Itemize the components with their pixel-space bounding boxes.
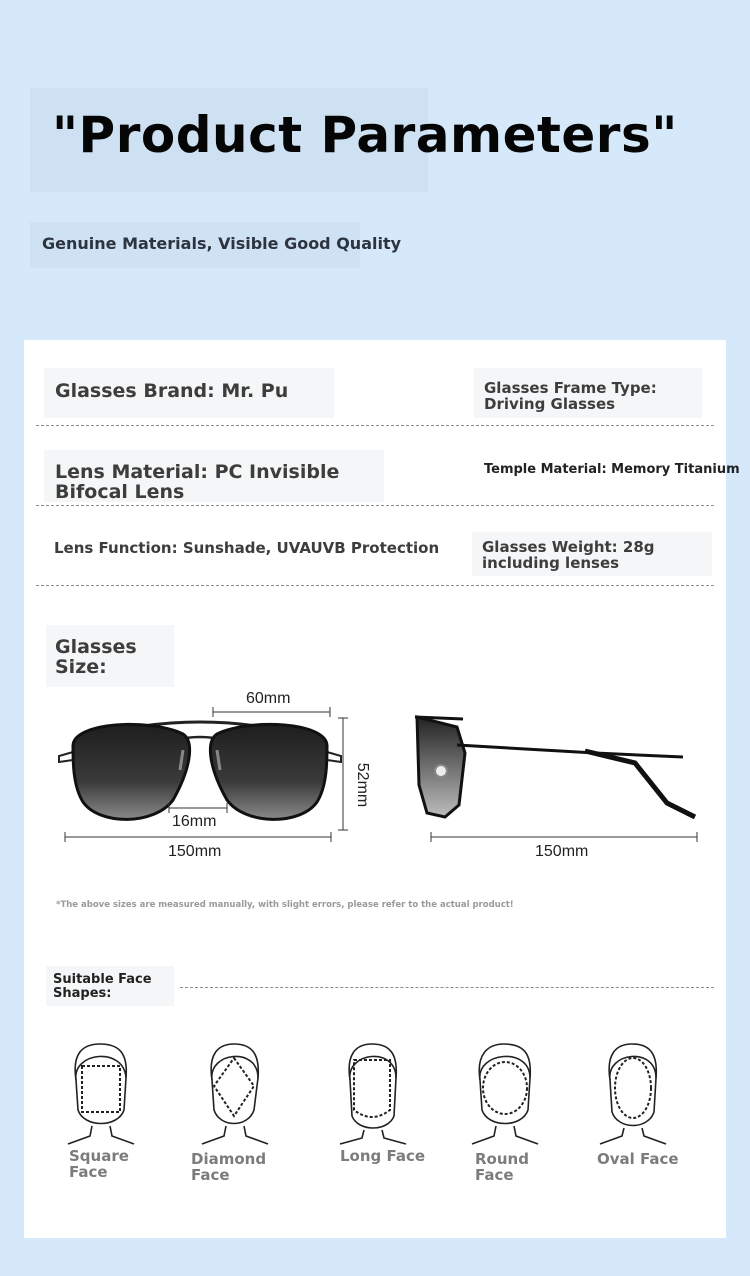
- temple-length-value: 150mm: [535, 843, 589, 860]
- row-divider-2: [36, 505, 714, 506]
- face-label-round: [475, 1152, 529, 1184]
- face-label-oval: [597, 1152, 679, 1168]
- measurement-note: *The above sizes are measured manually, with slight errors, please refer to the actual product!: [56, 900, 514, 910]
- side-top-bar: [415, 717, 463, 719]
- temple-material-label: Temple Material: Memory Titanium: [484, 462, 740, 477]
- face-label-round-line1: Round: [475, 1150, 529, 1168]
- face-label-oval-line1: Oval Face: [597, 1150, 679, 1168]
- size-label-line2: Size:: [55, 655, 107, 678]
- face-label-square-line2: Face: [69, 1162, 108, 1181]
- front-width-value: 150mm: [168, 843, 222, 860]
- face-shapes-line1: Suitable Face: [53, 972, 152, 987]
- nose-pad-side: [435, 765, 447, 777]
- right-temple-stub: [327, 752, 341, 762]
- page-subtitle: Genuine Materials, Visible Good Quality: [42, 234, 402, 253]
- face-label-diamond-line2: Face: [191, 1165, 230, 1184]
- weight-line1: Glasses Weight: 28g: [482, 538, 655, 556]
- left-temple-stub: [59, 752, 73, 762]
- face-shapes-line2: Shapes:: [53, 985, 112, 1001]
- lens-function-label: Lens Function: Sunshade, UVAUVB Protection: [54, 539, 440, 557]
- frame-type-label: [484, 381, 657, 413]
- frame-type-line1: Glasses Frame Type:: [484, 379, 657, 397]
- glasses-side-diagram: [405, 705, 710, 865]
- face-label-square-line1: Square: [69, 1147, 129, 1165]
- lens-width-value: 60mm: [246, 690, 291, 707]
- face-label-round-line2: Face: [475, 1165, 514, 1184]
- face-divider: [180, 987, 714, 988]
- face-shapes-label: [53, 973, 152, 1000]
- side-temple: [457, 745, 683, 757]
- frame-type-line2: Driving Glasses: [484, 394, 616, 413]
- size-label: [55, 638, 137, 678]
- top-bridge: [143, 722, 257, 726]
- brand-label: Glasses Brand: Mr. Pu: [55, 380, 289, 402]
- face-label-square: [69, 1149, 129, 1181]
- weight-label: [482, 540, 655, 572]
- right-lens: [210, 724, 327, 819]
- face-label-diamond: [191, 1152, 266, 1184]
- face-label-diamond-line1: Diamond: [191, 1150, 267, 1168]
- row-divider-1: [36, 425, 714, 426]
- weight-line2: including lenses: [482, 553, 620, 572]
- lens-material-line1: Lens Material: PC Invisible: [55, 461, 340, 483]
- long-face-icon: [334, 1040, 410, 1146]
- lens-height-value: 52mm: [354, 762, 372, 808]
- face-label-long-line1: Long Face: [340, 1147, 426, 1165]
- face-label-long: [340, 1149, 425, 1165]
- size-label-line1: Glasses: [55, 636, 137, 658]
- row-divider-3: [36, 585, 714, 586]
- diamond-face-icon: [196, 1040, 272, 1146]
- page-title: "Product Parameters": [52, 106, 678, 164]
- left-lens: [73, 724, 190, 819]
- temple-tip: [585, 751, 695, 817]
- lens-material-line2: Bifocal Lens: [55, 480, 185, 503]
- round-face-icon: [466, 1040, 542, 1146]
- bridge-value: 16mm: [172, 813, 217, 830]
- oval-face-icon: [594, 1040, 670, 1146]
- lens-material-label: [55, 463, 339, 503]
- square-face-icon: [62, 1040, 138, 1146]
